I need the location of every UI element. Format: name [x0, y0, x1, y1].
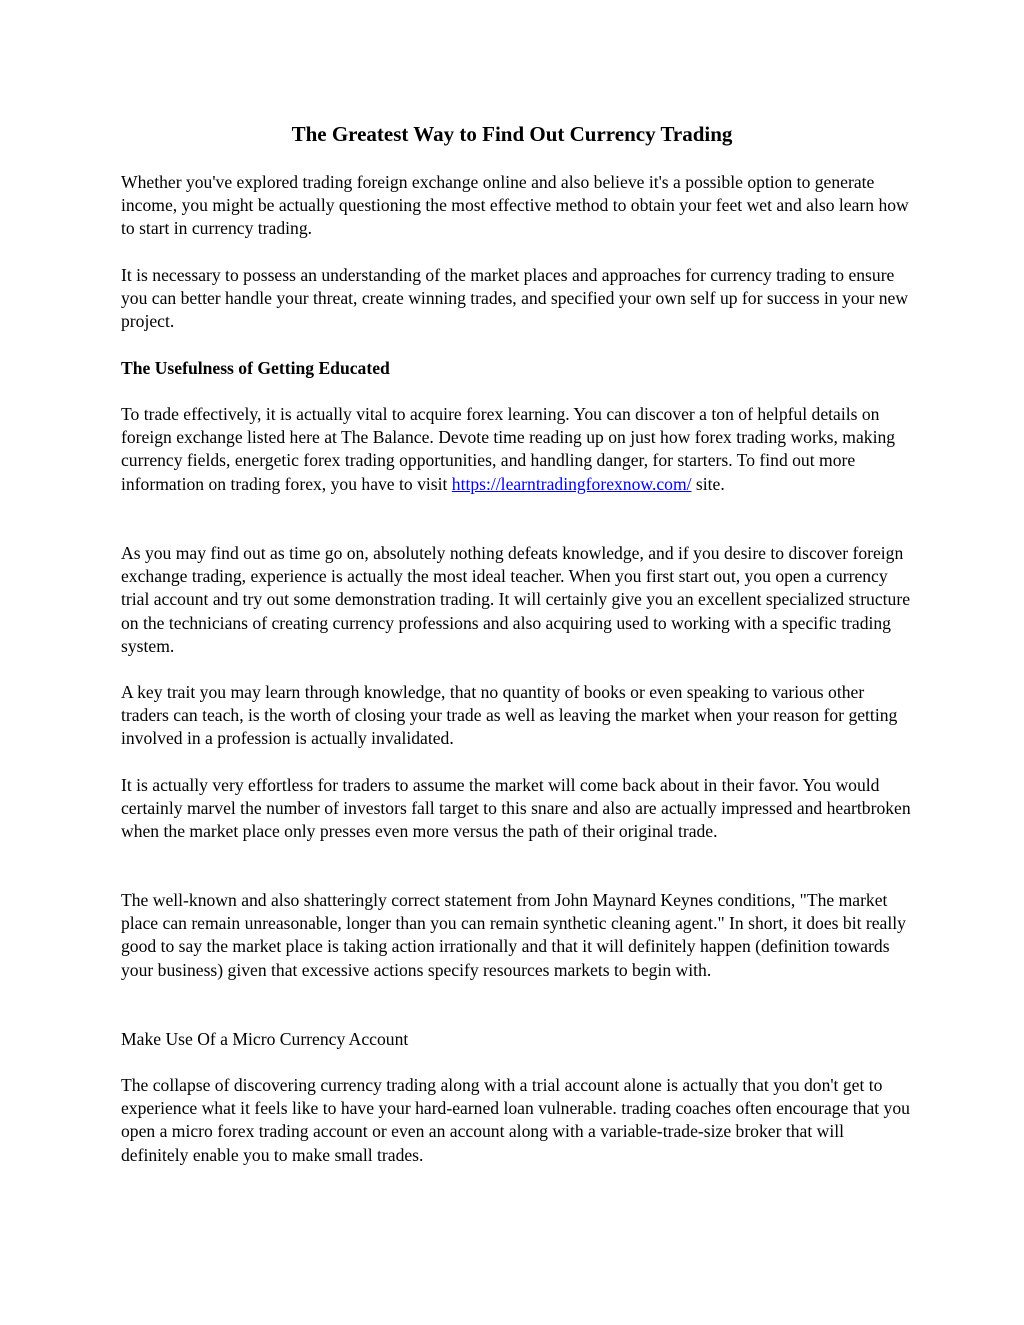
section-heading-educated: The Usefulness of Getting Educated	[121, 358, 390, 378]
paragraph-intro: Whether you've explored trading foreign exchange online and also believe it's a possible option to generate income, you might be actually questioning the most effective method to obtain your feet wet and also learn how to start in currency trading.	[121, 172, 909, 239]
learntradingforexnow-link[interactable]: https://learntradingforexnow.com/	[451, 473, 692, 494]
paragraph-key-trait: A key trait you may learn through knowledge, that no quantity of books or even speaking to various other traders can teach, is the worth of closing your trade as well as leaving the market when your reason for getting involved in a profession is actually invalidated.	[121, 682, 898, 749]
paragraph-understanding: It is necessary to possess an understanding of the market places and approaches for currency trading to ensure you can better handle your threat, create winning trades, and specified your own self up for success in your new project.	[121, 265, 909, 332]
paragraph-education-suffix: site.	[691, 473, 725, 494]
paragraph-experience: As you may find out as time go on, absolutely nothing defeats knowledge, and if you desire to discover foreign exchange trading, experience is actually the most ideal teacher. When you first start out, you open a currency trial account and try out some demonstration trading. It will certainly give you an excellent specialized structure on the technicians of creating currency professions and also acquiring used to working with a specific trading system.	[121, 543, 911, 656]
document-title: The Greatest Way to Find Out Currency Trading	[291, 122, 733, 146]
paragraph-education	[121, 403, 911, 496]
paragraph-keynes: The well-known and also shatteringly correct statement from John Maynard Keynes conditions, "The market place can remain unreasonable, longer than you can remain synthetic cleaning agent." In short, it does bit really good to say the market place is taking action irrationally and that it will definitely happen (definition towards your business) given that excessive actions specify resources markets to begin with.	[121, 890, 906, 980]
section-heading-micro-account: Make Use Of a Micro Currency Account	[121, 1029, 409, 1049]
paragraph-education-text: To trade effectively, it is actually vital to acquire forex learning. You can discover a ton of helpful details on foreign exchange listed here at The Balance. Devote time reading up on just how forex trading works, making currency fields, energetic forex trading opportunities, and handling danger, for starters. To find out more information on trading forex, you have to visit	[121, 404, 896, 494]
paragraph-favor: It is actually very effortless for traders to assume the market will come back about in their favor. You would certainly marvel the number of investors fall target to this snare and also are actually impressed and heartbroken when the market place only presses even more versus the path of their original trade.	[121, 775, 911, 842]
paragraph-micro-account: The collapse of discovering currency trading along with a trial account alone is actually that you don't get to experience what it feels like to have your hard-earned loan vulnerable. trading coaches often encourage that you open a micro forex trading account or even an account along with a variable-trade-size broker that will definitely enable you to make small trades.	[121, 1075, 910, 1165]
